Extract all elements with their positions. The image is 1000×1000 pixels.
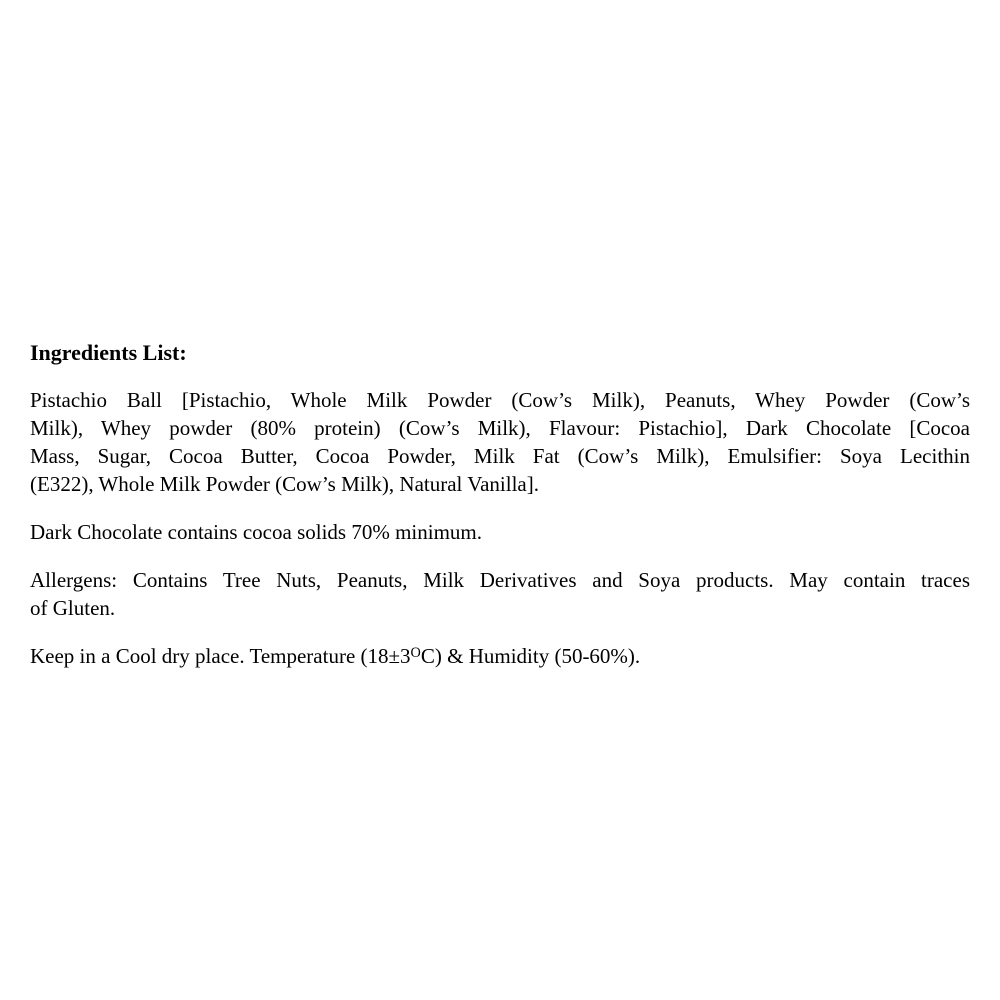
ingredients-line-4: (E322), Whole Milk Powder (Cow’s Milk), Natural Vanilla]. bbox=[30, 472, 539, 496]
ingredients-paragraph bbox=[30, 386, 970, 498]
ingredients-heading: Ingredients List: bbox=[30, 340, 187, 365]
storage-note-suffix: C) & Humidity (50-60%). bbox=[420, 644, 641, 668]
allergens-paragraph bbox=[30, 566, 970, 622]
storage-note: Keep in a Cool dry place. Temperature (18±3OC) & Humidity (50-60%). bbox=[30, 644, 641, 668]
ingredients-line-1: Pistachio Ball [Pistachio, Whole Milk Powder (Cow’s Milk), Peanuts, Whey Powder (Cow’s bbox=[30, 388, 970, 412]
ingredients-line-2: Milk), Whey powder (80% protein) (Cow’s Milk), Flavour: Pistachio], Dark Chocolate [Cocoa bbox=[30, 416, 970, 440]
cocoa-solids-note: Dark Chocolate contains cocoa solids 70% minimum. bbox=[30, 520, 482, 544]
allergens-line-2: of Gluten. bbox=[30, 596, 116, 620]
ingredients-line-3: Mass, Sugar, Cocoa Butter, Cocoa Powder, Milk Fat (Cow’s Milk), Emulsifier: Soya Lecithin bbox=[30, 444, 970, 468]
storage-note-prefix: Keep in a Cool dry place. Temperature (18±3 bbox=[30, 644, 411, 668]
ingredients-label-document bbox=[30, 339, 970, 690]
allergens-line-1: Allergens: Contains Tree Nuts, Peanuts, Milk Derivatives and Soya products. May contain traces bbox=[30, 568, 970, 592]
